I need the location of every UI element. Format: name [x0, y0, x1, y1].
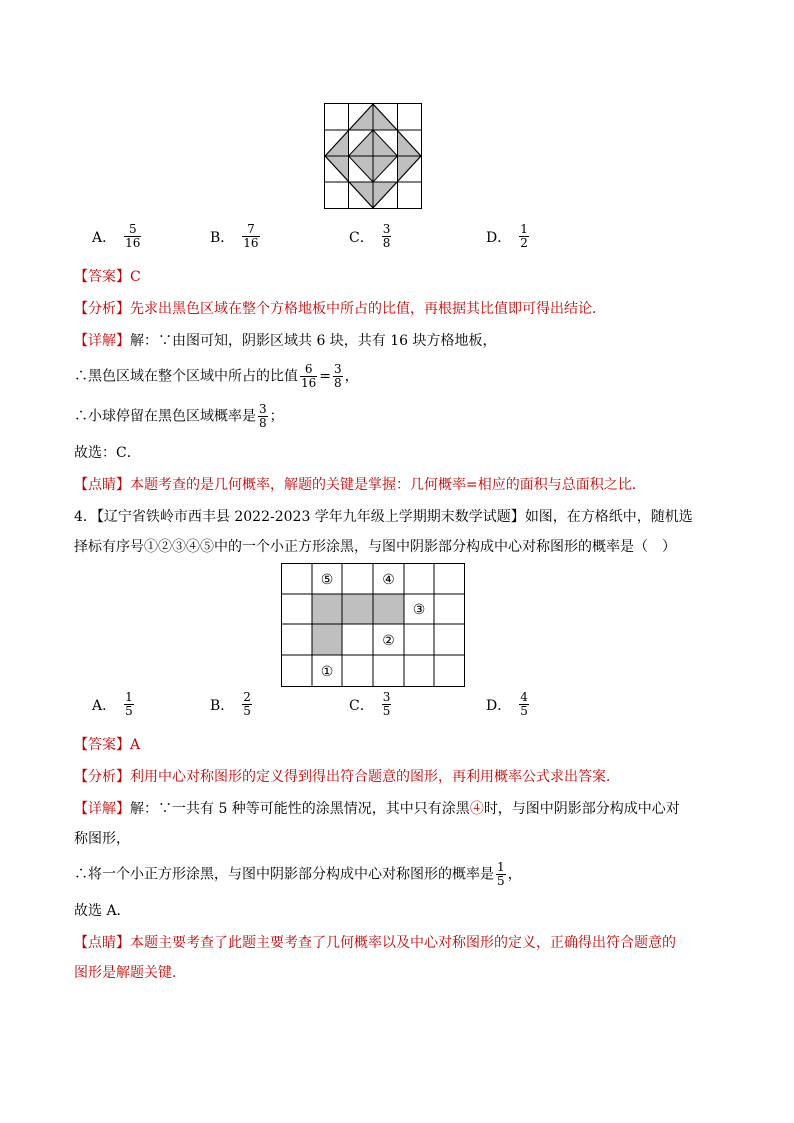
q3-comment: 【点睛】本题考查的是几何概率，解题的关键是掌握：几何概率=相应的面积与总面积之比． — [74, 477, 646, 493]
q4-detail-2: 称图形， — [74, 831, 130, 847]
q4-stem-1: 4．【辽宁省铁岭市西丰县 2022-2023 学年九年级上学期期末数学试题】如图，在方格纸中，随机选 — [74, 509, 693, 525]
q4-label-5: ⑤ — [320, 572, 334, 588]
q4-answer: 【答案】A — [74, 737, 141, 753]
q4-option-a: A． $\frac{1}{5}$ — [92, 690, 133, 718]
q4-shaded-cell — [373, 594, 404, 624]
q3-detail-3: ∴小球停留在黑色区域概率是 $\frac{3}{8}$ ； — [74, 402, 284, 430]
q3-detail-2: ∴黑色区域在整个区域中所占的比值 $\frac{6}{16}$ = $\frac{3}{8}$ ， — [74, 362, 359, 390]
q4-comment-1: 【点睛】本题主要考查了此题主要考查了几何概率以及中心对称图形的定义，正确得出符合题意的 — [74, 935, 676, 951]
q4-option-c: C． $\frac{3}{5}$ — [349, 690, 391, 718]
q3-figure — [324, 103, 422, 209]
q4-detail-3: ∴将一个小正方形涂黑，与图中阴影部分构成中心对称图形的概率是 $\frac{1}{5}$ ， — [74, 860, 522, 888]
q4-comment-2: 图形是解题关键． — [74, 965, 186, 981]
q4-label-4: ④ — [382, 572, 395, 588]
q4-choose: 故选 A． — [74, 903, 131, 919]
q3-option-a: A． $\frac{5}{16}$ — [92, 222, 141, 250]
q4-grid-lines — [281, 563, 465, 687]
q4-figure — [281, 563, 465, 687]
q3-choose: 故选：C． — [74, 445, 141, 461]
q3-option-d: D． $\frac{1}{2}$ — [486, 222, 528, 250]
q4-shaded-cell — [312, 594, 342, 624]
q3-analysis: 【分析】先求出黑色区域在整个方格地板中所占的比值，再根据其比值即可得出结论． — [74, 301, 606, 317]
q4-detail-1: 【详解】解：∵一共有 5 种等可能性的涂黑情况，其中只有涂黑④时，与图中阴影部分构成中心对 — [74, 801, 680, 817]
q4-option-b: B． $\frac{2}{5}$ — [210, 690, 251, 718]
q4-option-d: D． $\frac{4}{5}$ — [486, 690, 528, 718]
q4-shaded-cell — [312, 624, 342, 655]
q4-label-3: ③ — [412, 602, 426, 618]
q4-shaded-cell — [342, 594, 373, 624]
q4-analysis: 【分析】利用中心对称图形的定义得到得出符合题意的图形，再利用概率公式求出答案． — [74, 769, 620, 785]
q3-answer: 【答案】C — [74, 269, 141, 285]
q3-detail-1: 【详解】解：∵由图可知，阴影区域共 6 块，共有 16 块方格地板， — [74, 333, 497, 349]
q3-option-b: B． $\frac{7}{16}$ — [210, 222, 259, 250]
q3-option-c: C． $\frac{3}{8}$ — [349, 222, 391, 250]
q3-grid-lines — [324, 103, 422, 209]
q4-stem-2: 择标有序号①②③④⑤中的一个小正方形涂黑，与图中阴影部分构成中心对称图形的概率是（ ） — [74, 539, 676, 555]
q4-label-1: ① — [320, 664, 334, 680]
q4-label-2: ② — [382, 633, 395, 649]
